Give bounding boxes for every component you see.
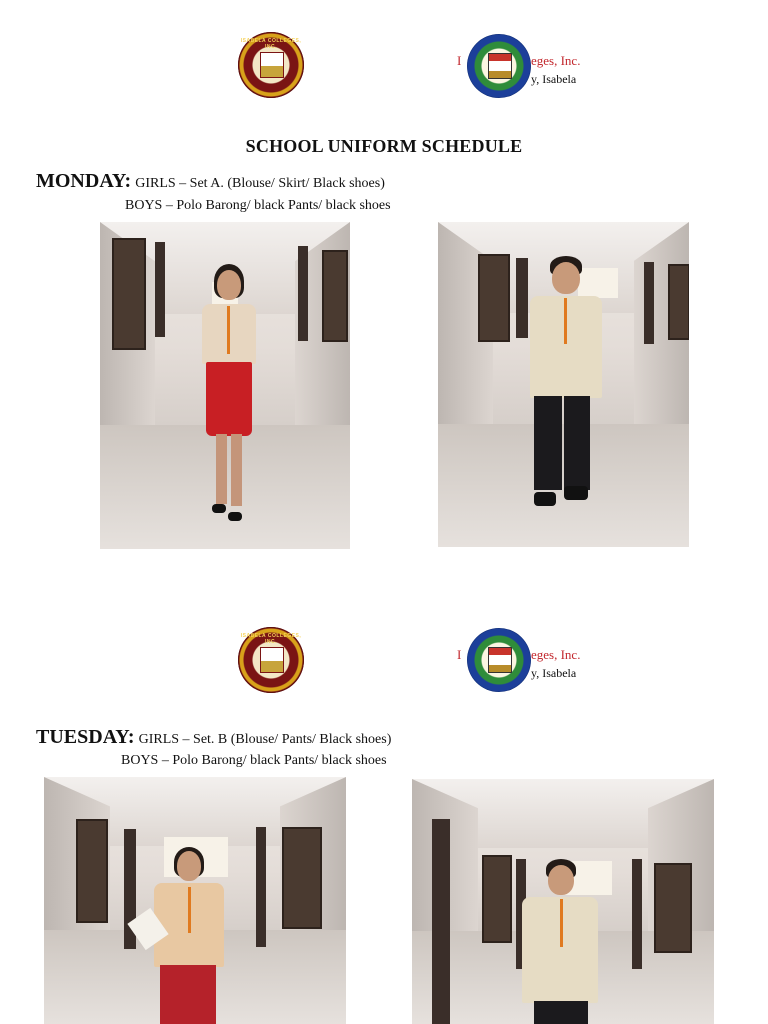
monday-boys-text: BOYS – Polo Barong/ black Pants/ black shoes (125, 198, 391, 213)
institution-address-2: y, Isabela (531, 666, 577, 680)
tuesday-boys-text: BOYS – Polo Barong/ black Pants/ black shoes (121, 753, 387, 768)
page-title: SCHOOL UNIFORM SCHEDULE (245, 136, 523, 156)
seal-text: ISABELA COLLEGES, INC. (240, 38, 302, 50)
tuesday-girls-text: GIRLS – Set. B (Blouse/ Pants/ Black shoes) (138, 732, 392, 747)
tuesday-girl-photo (44, 777, 346, 1024)
tuesday-boy-photo (412, 779, 714, 1024)
seal-text-2: ISABELA COLLEGES, INC. (240, 633, 302, 645)
institution-name-2: eges, Inc. (531, 647, 581, 662)
monday-girl-photo (100, 222, 350, 549)
college-seal-logo (238, 32, 304, 98)
tuesday-girls-line (36, 726, 391, 749)
monday-girls-text: GIRLS – Set A. (Blouse/ Skirt/ Black shoes) (135, 176, 385, 191)
tuesday-day-label: TUESDAY: (36, 726, 135, 748)
university-seal-logo-2 (467, 628, 531, 692)
institution-address: y, Isabela (531, 72, 577, 86)
monday-day-label: MONDAY: (36, 170, 132, 192)
university-seal-logo (467, 34, 531, 98)
institution-letter-2: I (457, 647, 462, 662)
college-seal-logo-2 (238, 627, 304, 693)
institution-name: eges, Inc. (531, 53, 581, 68)
institution-letter: I (457, 53, 462, 68)
monday-boy-photo (438, 222, 689, 547)
monday-girls-line (36, 170, 385, 193)
